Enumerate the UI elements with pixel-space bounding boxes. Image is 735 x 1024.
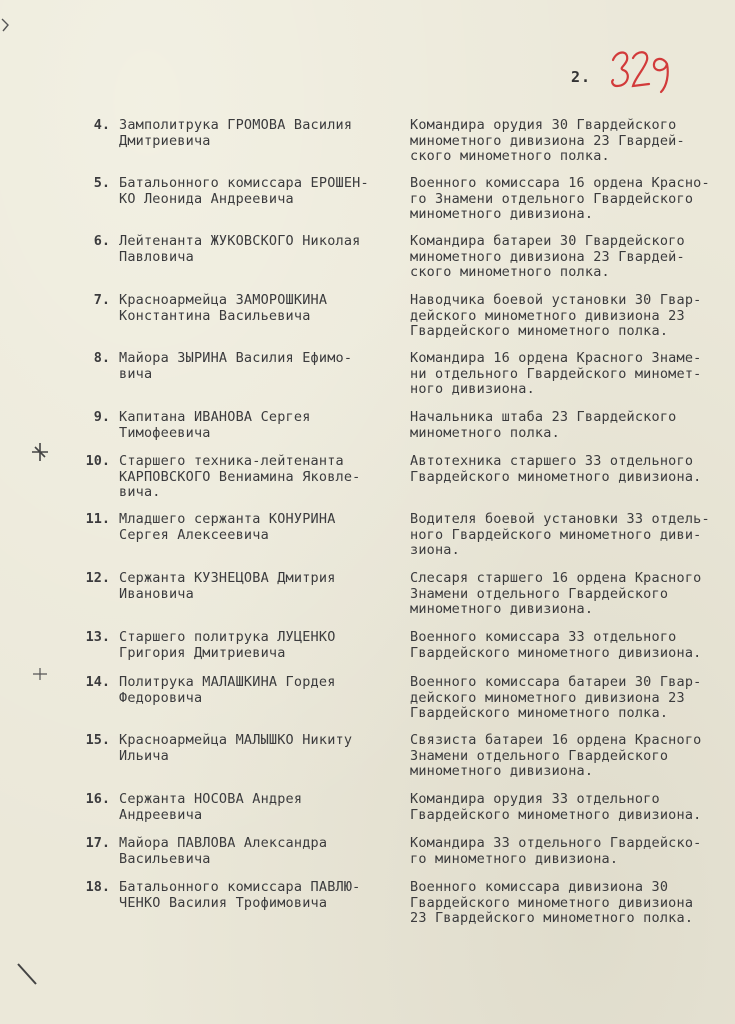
person-name: Младшего сержанта КОНУРИНА Сергея Алексеевича: [119, 511, 336, 543]
person-position: Военного комиссара 33 отдельного Гвардейского минометного дивизиона.: [410, 629, 702, 661]
person-position: Командира батареи 30 Гвардейского минометного дивизиона 23 Гвардей- ского минометного полка.: [410, 233, 685, 280]
entry-number: 4.: [93, 117, 110, 133]
person-position: Автотехника старшего 33 отдельного Гвардейского минометного дивизиона.: [410, 453, 702, 485]
entry-number: 14.: [85, 674, 110, 690]
page-number: 2.: [571, 68, 592, 86]
entry-number: 15.: [85, 732, 110, 748]
person-position: Военного комиссара батареи 30 Гвар- дейского минометного дивизиона 23 Гвардейского минометного полка.: [410, 674, 702, 721]
person-position: Начальника штаба 23 Гвардейского минометного полка.: [410, 409, 677, 441]
entry-number: 17.: [85, 835, 110, 851]
person-name: Красноармейца ЗАМОРОШКИНА Константина Васильевича: [119, 292, 328, 324]
entry-number: 9.: [93, 409, 110, 425]
entry-number: 6.: [93, 233, 110, 249]
entry-number: 11.: [85, 511, 110, 527]
entry-number: 7.: [93, 292, 110, 308]
person-name: Батальонного комиссара ПАВЛЮ- ЧЕНКО Василия Трофимовича: [119, 879, 361, 911]
person-name: Красноармейца МАЛЫШКО Никиту Ильича: [119, 732, 353, 764]
entry-number: 8.: [93, 350, 110, 366]
person-position: Наводчика боевой установки 30 Гвар- дейского минометного дивизиона 23 Гвардейского минометного полка.: [410, 292, 702, 339]
entry-number: 5.: [93, 175, 110, 191]
entry-number: 10.: [85, 453, 110, 469]
person-name: Старшего техника-лейтенанта КАРПОВСКОГО Вениамина Яковле- вича.: [119, 453, 361, 500]
person-position: Командира 33 отдельного Гвардейско- го минометного дивизиона.: [410, 835, 702, 867]
person-name: Политрука МАЛАШКИНА Гордея Федоровича: [119, 674, 336, 706]
entry-number: 16.: [85, 791, 110, 807]
person-position: Командира орудия 33 отдельного Гвардейского минометного дивизиона.: [410, 791, 702, 823]
person-position: Водителя боевой установки 33 отдель- ного Гвардейского минометного диви- зиона.: [410, 511, 710, 558]
person-name: Батальонного комиссара ЕРОШЕН- КО Леонида Андреевича: [119, 175, 369, 207]
entry-number: 12.: [85, 570, 110, 586]
person-position: Связиста батареи 16 ордена Красного Знамени отдельного Гвардейского минометного дивизиона.: [410, 732, 702, 779]
person-position: Слесаря старшего 16 ордена Красного Знамени отдельного Гвардейского минометного дивизиона.: [410, 570, 702, 617]
person-name: Майора ПАВЛОВА Александра Васильевича: [119, 835, 328, 867]
person-position: Командира 16 ордена Красного Знаме- ни отдельного Гвардейского миномет- ного дивизиона.: [410, 350, 702, 397]
person-name: Капитана ИВАНОВА Сергея Тимофеевича: [119, 409, 311, 441]
person-name: Сержанта КУЗНЕЦОВА Дмитрия Ивановича: [119, 570, 336, 602]
person-name: Сержанта НОСОВА Андрея Андреевича: [119, 791, 303, 823]
person-position: Военного комиссара дивизиона 30 Гвардейского минометного дивизиона 23 Гвардейского минометного полка.: [410, 879, 694, 926]
person-name: Замполитрука ГРОМОВА Василия Дмитриевича: [119, 117, 353, 149]
person-position: Военного комиссара 16 ордена Красно- го Знамени отдельного Гвардейского минометного дивизиона.: [410, 175, 710, 222]
person-position: Командира орудия 30 Гвардейского минометного дивизиона 23 Гвардей- ского минометного полка.: [410, 117, 685, 164]
person-name: Майора ЗЫРИНА Василия Ефимо- вича: [119, 350, 353, 382]
entry-number: 18.: [85, 879, 110, 895]
entry-number: 13.: [85, 629, 110, 645]
person-name: Лейтенанта ЖУКОВСКОГО Николая Павловича: [119, 233, 361, 265]
person-name: Старшего политрука ЛУЦЕНКО Григория Дмитриевича: [119, 629, 336, 661]
